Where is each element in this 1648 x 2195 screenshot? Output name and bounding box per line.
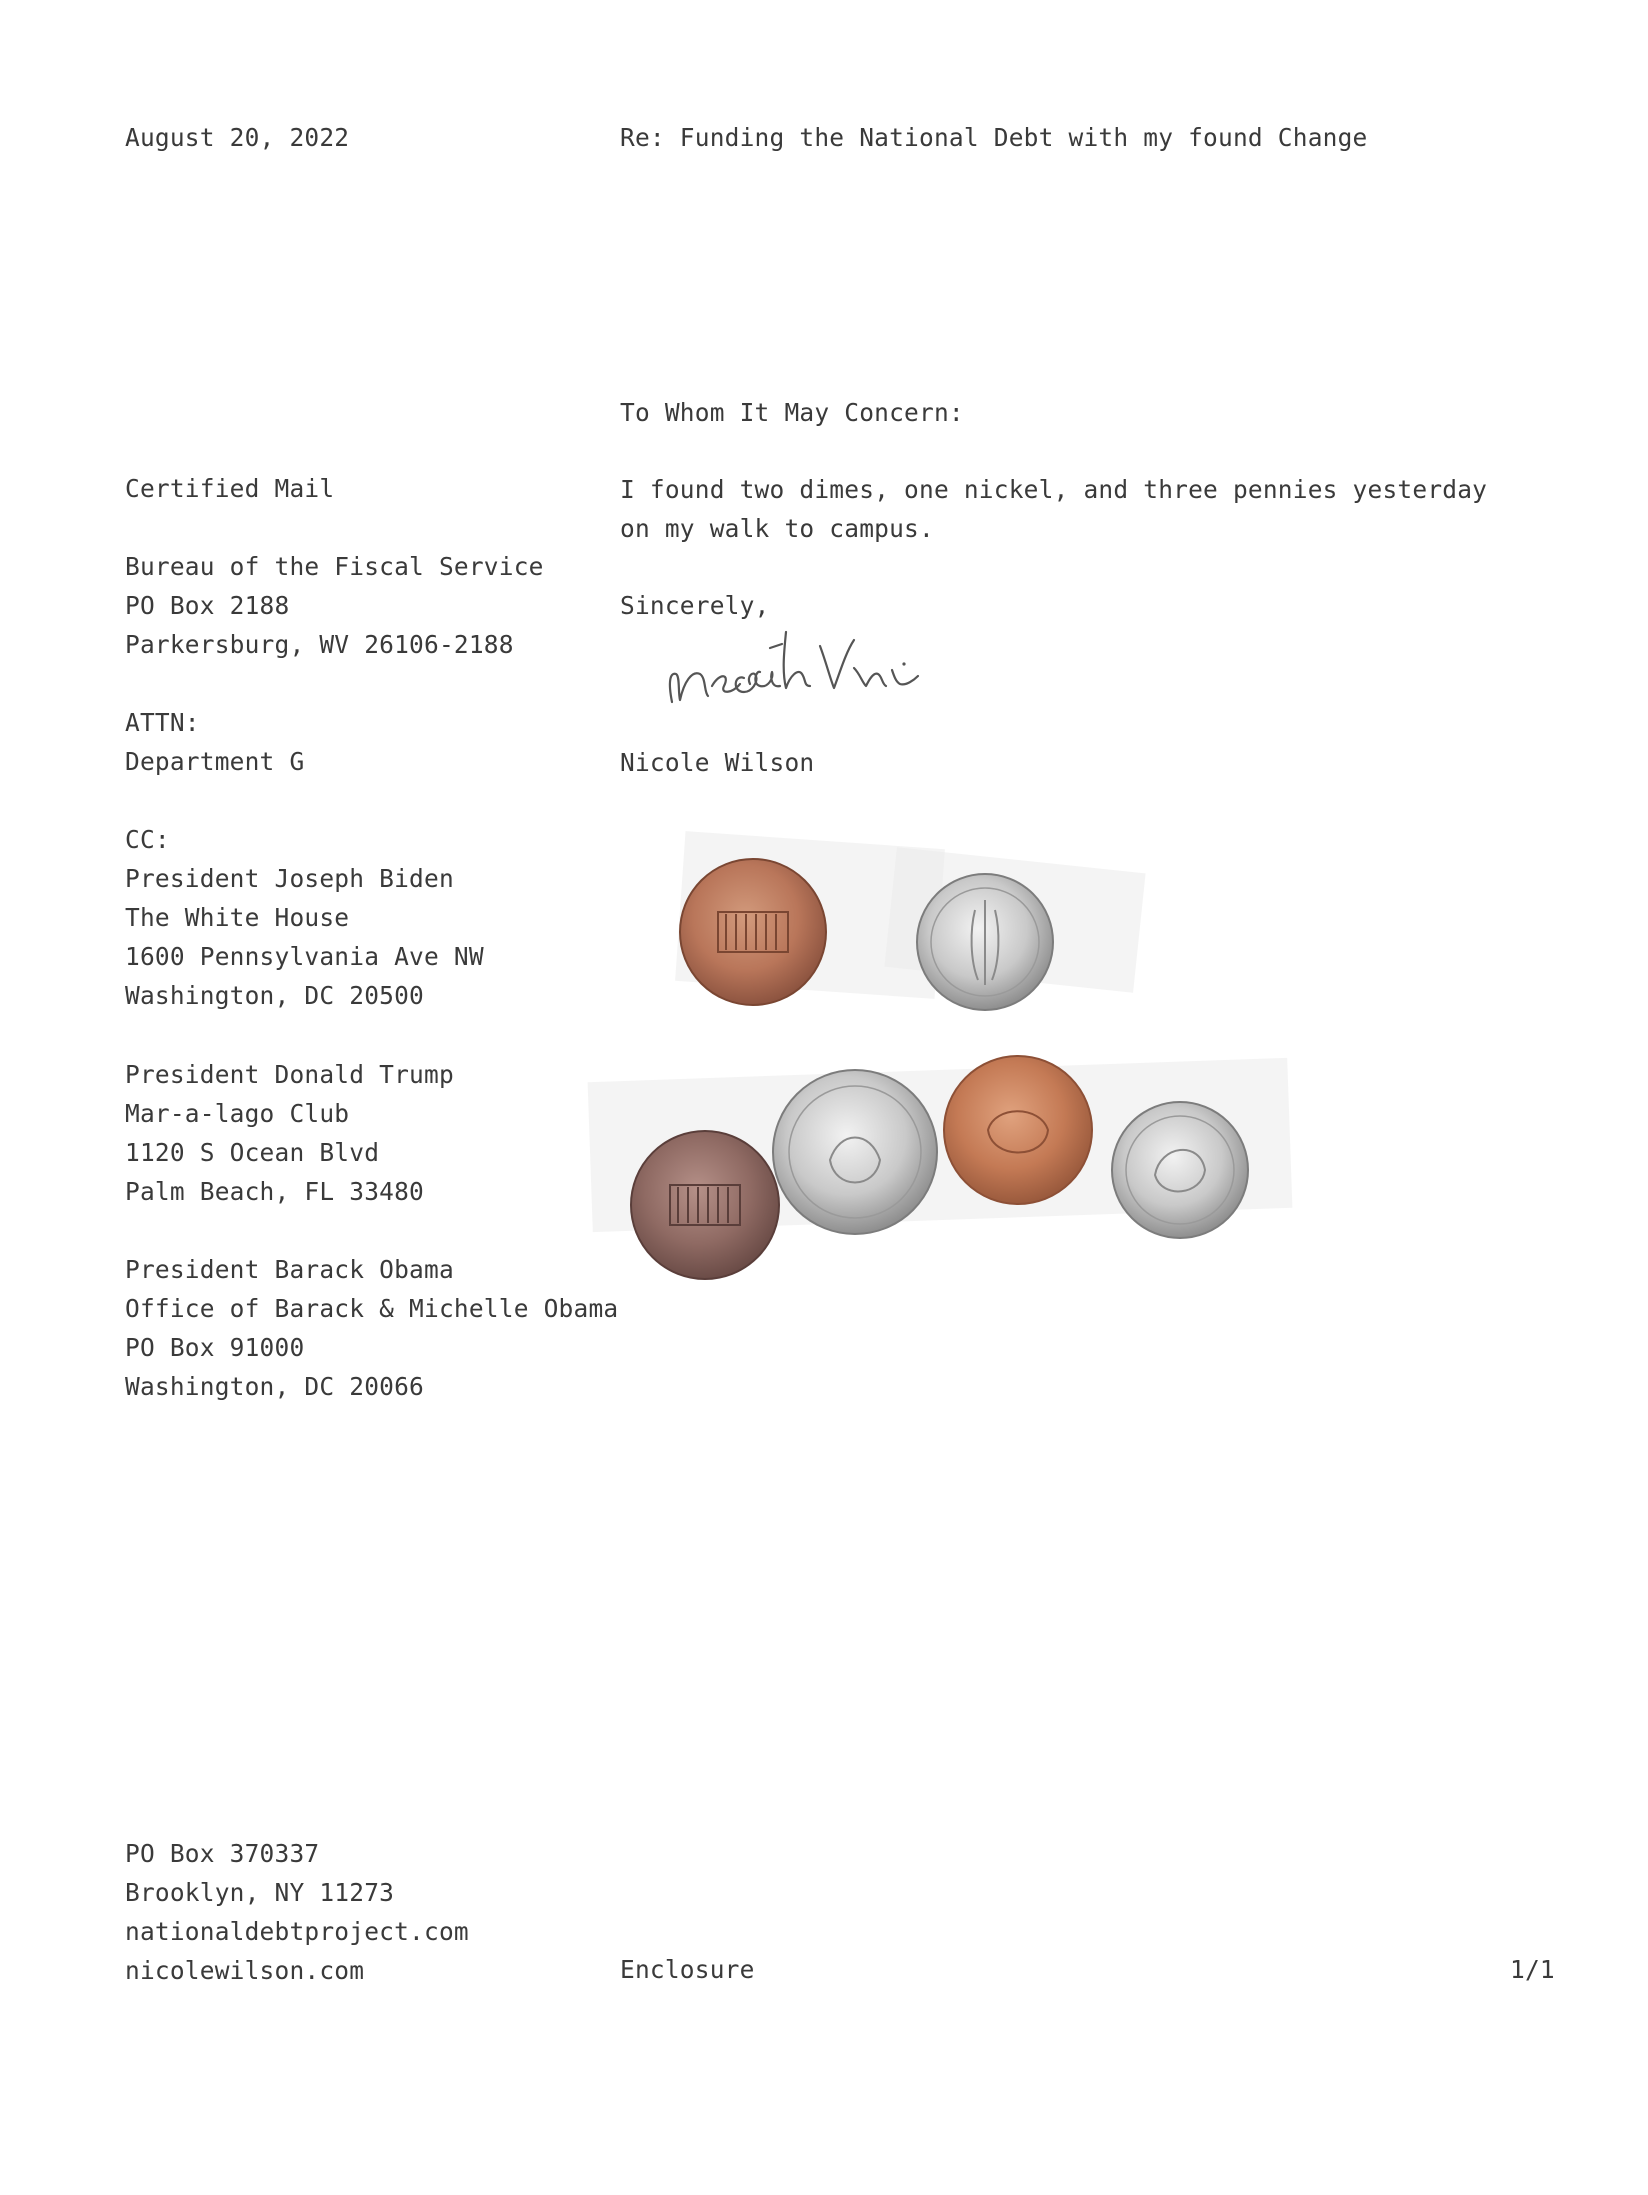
- dime-coin: [1112, 1102, 1248, 1238]
- cc-block: [125, 820, 484, 1015]
- dime-coin: [917, 874, 1053, 1010]
- recipient-line: Parkersburg, WV 26106-2188: [125, 630, 514, 659]
- cc-obama-line: Washington, DC 20066: [125, 1372, 425, 1401]
- recipient-line: PO Box 2188: [125, 591, 290, 620]
- sender-line: Brooklyn, NY 11273: [125, 1878, 395, 1907]
- cc-trump-line: President Donald Trump: [125, 1060, 454, 1089]
- cc-trump-line: Mar-a-lago Club: [125, 1099, 350, 1128]
- cc-biden-line: Washington, DC 20500: [125, 981, 425, 1010]
- cc-obama-line: President Barack Obama: [125, 1255, 454, 1284]
- cc-obama-block: [125, 1250, 618, 1406]
- attn-label: ATTN:: [125, 708, 200, 737]
- recipient-line: Bureau of the Fiscal Service: [125, 552, 544, 581]
- letter-body-text: I found two dimes, one nickel, and three pennies yesterday on my walk to campus.: [620, 475, 1488, 543]
- cc-biden-line: The White House: [125, 903, 350, 932]
- salutation-text: To Whom It May Concern:: [620, 398, 964, 427]
- penny-coin: [944, 1056, 1092, 1204]
- coin-enclosure: [590, 830, 1310, 1300]
- coins-graphic: [590, 830, 1310, 1300]
- cc-biden-line: 1600 Pennsylvania Ave NW: [125, 942, 484, 971]
- attn-block: [125, 703, 304, 781]
- salutation: [620, 393, 964, 432]
- enclosure-note: [620, 1950, 755, 1989]
- cc-trump-line: Palm Beach, FL 33480: [125, 1177, 425, 1206]
- signer-name: [620, 743, 814, 782]
- penny-coin: [631, 1131, 779, 1279]
- cc-obama-line: PO Box 91000: [125, 1333, 305, 1362]
- signer-name-text: Nicole Wilson: [620, 748, 815, 777]
- sender-line: nationaldebtproject.com: [125, 1917, 469, 1946]
- mailing-method-text: Certified Mail: [125, 474, 335, 503]
- sender-line: nicolewilson.com: [125, 1956, 365, 1985]
- sender-line: PO Box 370337: [125, 1839, 320, 1868]
- mailing-method: [125, 469, 334, 508]
- cc-trump-line: 1120 S Ocean Blvd: [125, 1138, 380, 1167]
- letter-body: [620, 470, 1510, 548]
- enclosure-label: Enclosure: [620, 1955, 755, 1984]
- cc-trump-block: [125, 1055, 454, 1211]
- nickel-coin: [773, 1070, 937, 1234]
- cc-obama-line: Office of Barack & Michelle Obama: [125, 1294, 619, 1323]
- cc-label: CC:: [125, 825, 170, 854]
- sender-address: [125, 1834, 469, 1990]
- page-number: 1/1: [1510, 1955, 1555, 1984]
- closing-text: Sincerely,: [620, 591, 770, 620]
- letter-date: August 20, 2022: [125, 123, 350, 152]
- penny-coin: [680, 859, 826, 1005]
- cc-biden-line: President Joseph Biden: [125, 864, 454, 893]
- recipient-address: [125, 547, 544, 664]
- attn-value: Department G: [125, 747, 305, 776]
- handwritten-signature: [660, 612, 980, 722]
- letter-subject: Re: Funding the National Debt with my found Change: [620, 123, 1368, 152]
